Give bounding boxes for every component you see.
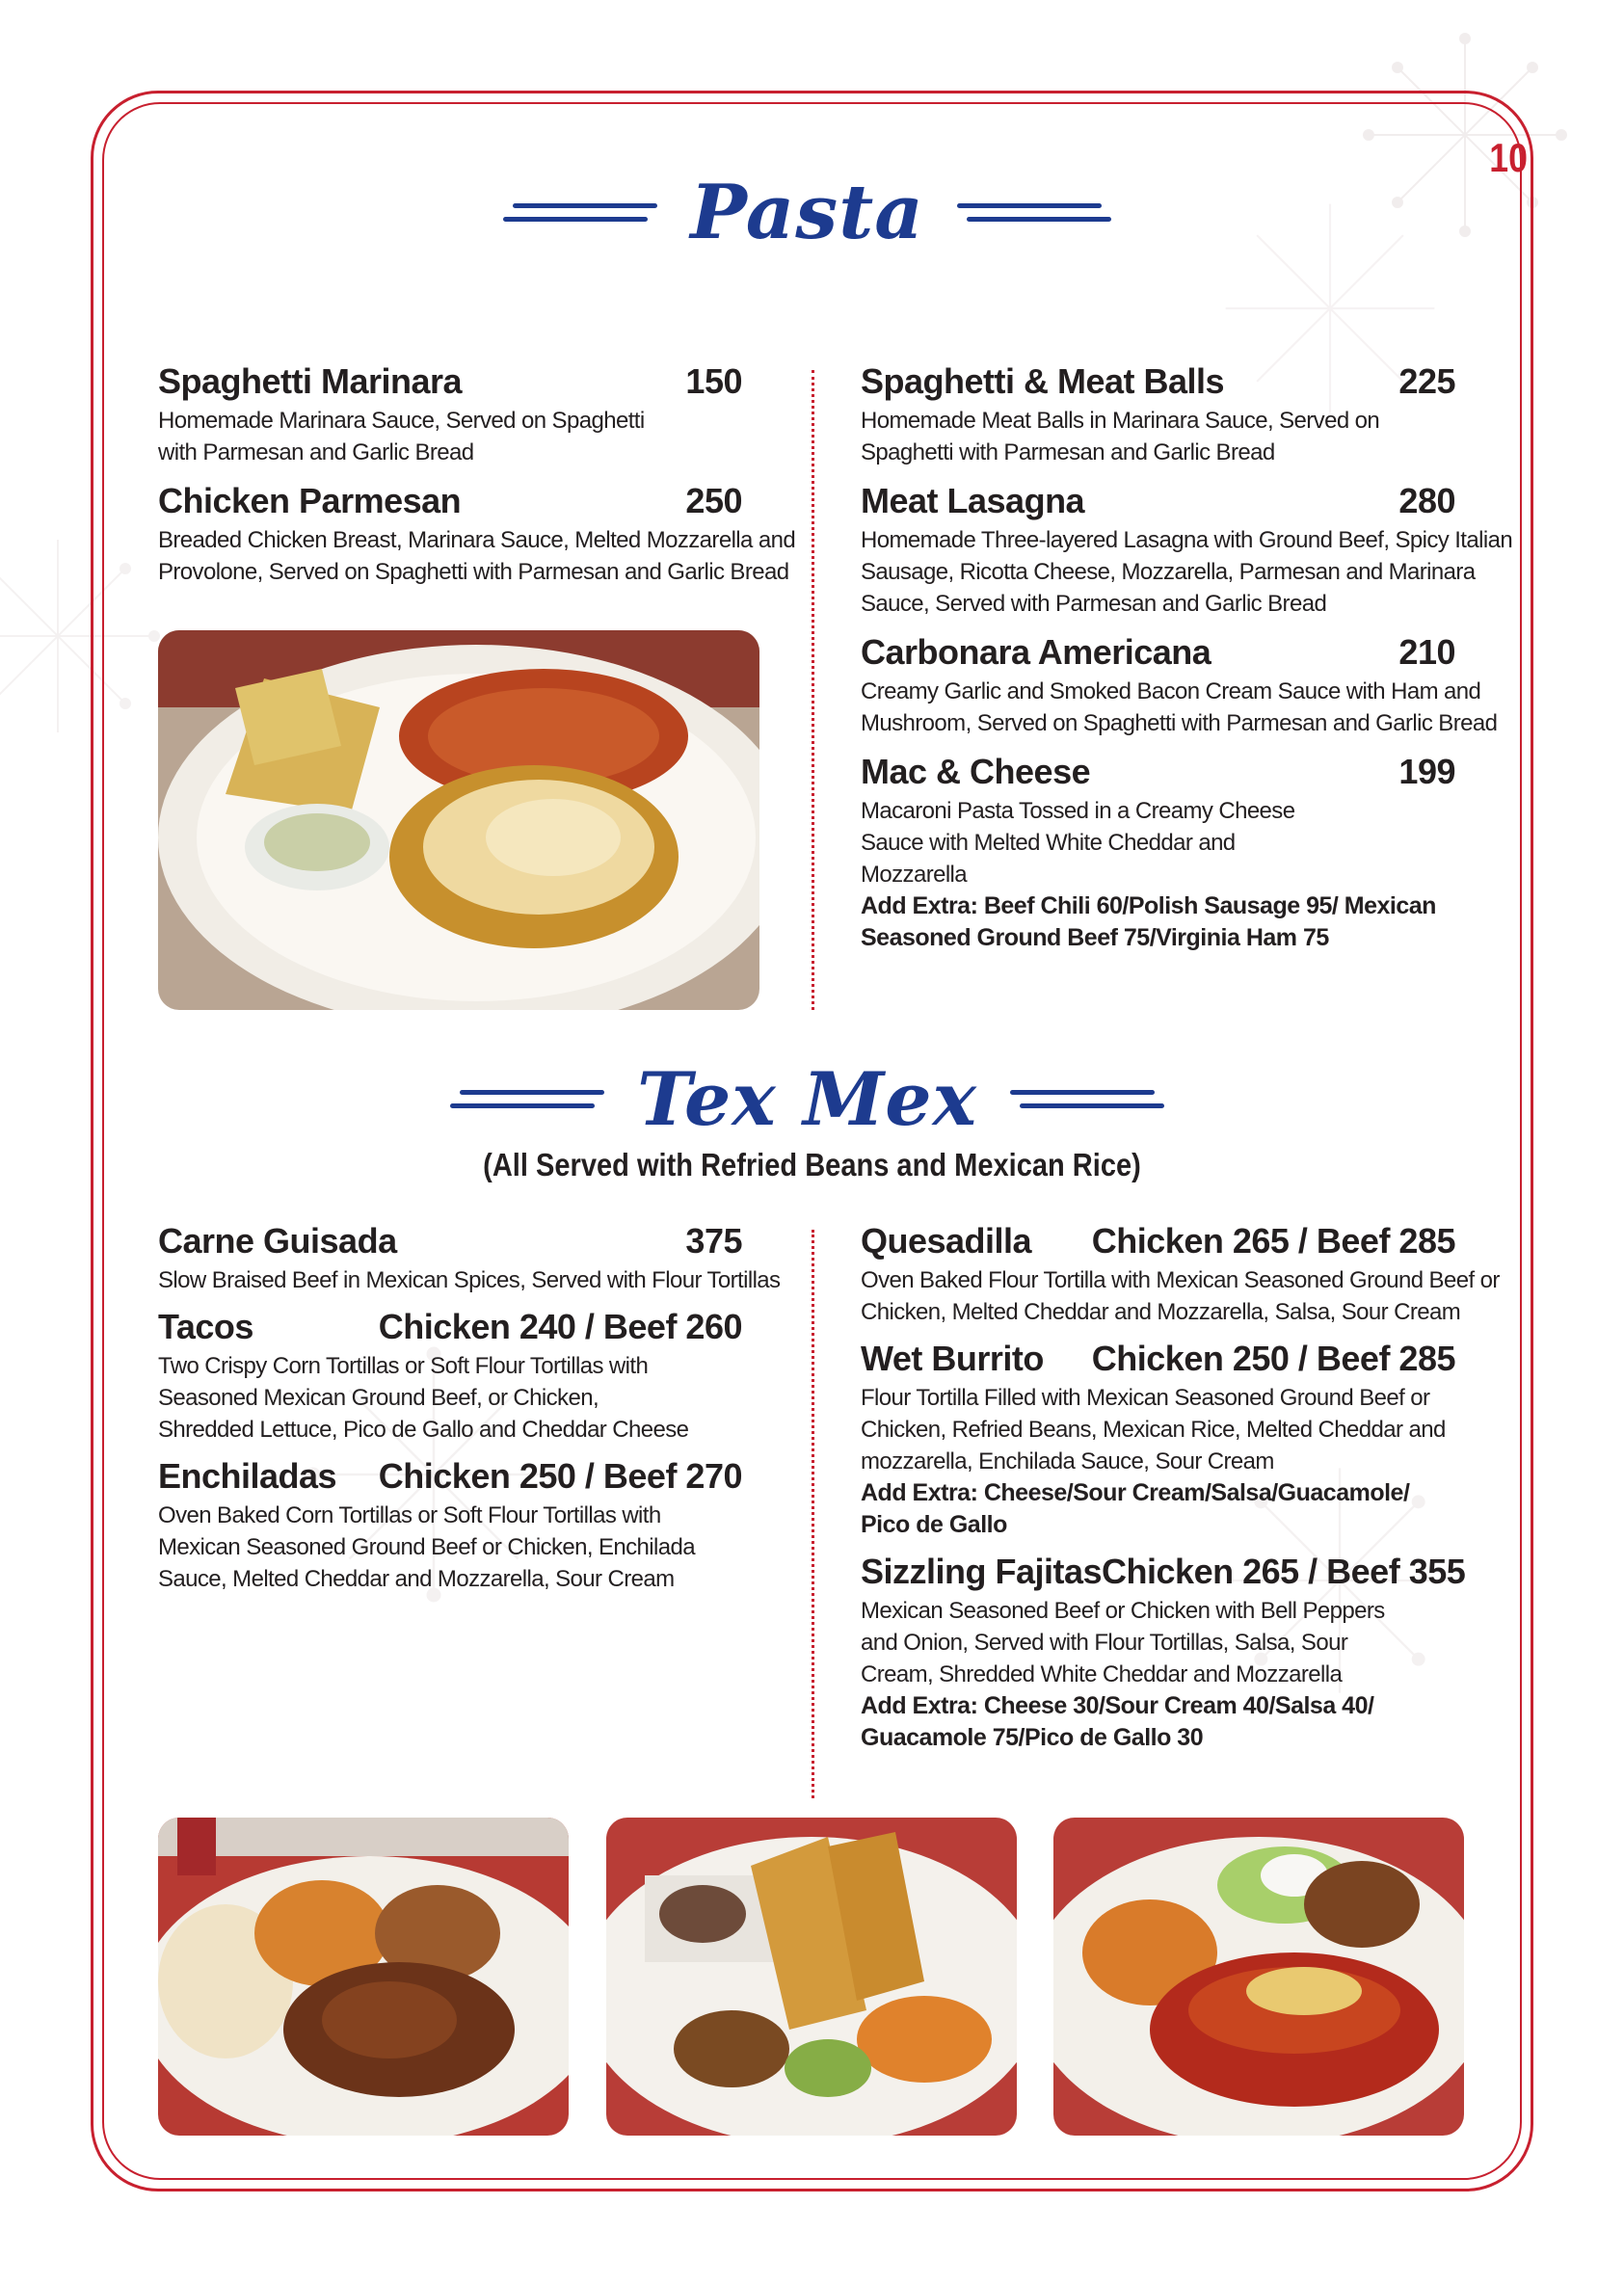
menu-item (158, 1306, 742, 1446)
item-description: Two Crispy Corn Tortillas or Soft Flour Tortillas with Seasoned Mexican Ground Beef, or Chicken, Shredded Lettuce, Pico de Gallo and Cheddar Cheese (158, 1353, 689, 1443)
pasta-left-column (158, 360, 796, 588)
texmex-section-title (0, 1050, 1624, 1147)
menu-item (158, 480, 796, 588)
menu-item (861, 480, 1513, 620)
menu-item (861, 1338, 1455, 1541)
menu-item (158, 360, 742, 468)
item-name: Wet Burrito (861, 1339, 1044, 1378)
item-name: Spaghetti Marinara (158, 361, 463, 401)
menu-item (861, 360, 1455, 468)
title-decoration-lines (1010, 1090, 1164, 1108)
item-description: Homemade Meat Balls in Marinara Sauce, Served on Spaghetti with Parmesan and Garlic Bread (861, 408, 1380, 465)
item-name: Spaghetti & Meat Balls (861, 361, 1225, 401)
tacos-photo (606, 1818, 1017, 2136)
page-number: 10 (1489, 135, 1528, 180)
item-name: Chicken Parmesan (158, 481, 462, 520)
item-name: Mac & Cheese (861, 752, 1091, 791)
pasta-section-title (0, 164, 1624, 260)
item-price: 199 (1398, 752, 1455, 791)
item-price: Chicken 265 / Beef 355 (1102, 1552, 1466, 1591)
item-description: Breaded Chicken Breast, Marinara Sauce, Melted Mozzarella and Provolone, Served on Spaghetti with Parmesan and Garlic Bread (158, 527, 796, 585)
item-price: 210 (1398, 632, 1455, 672)
texmex-left-column (158, 1220, 781, 1595)
menu-item (861, 631, 1498, 739)
item-description: Oven Baked Corn Tortillas or Soft Flour Tortillas with Mexican Seasoned Ground Beef or Chicken, Enchilada Sauce, Melted Cheddar and Mozzarella, Sour Cream (158, 1502, 696, 1592)
menu-item (861, 1220, 1500, 1328)
pasta-title: Pasta (690, 168, 924, 256)
item-description: Macaroni Pasta Tossed in a Creamy Cheese Sauce with Melted White Cheddar and Mozzarella (861, 798, 1295, 888)
item-add-extra: Add Extra: Cheese/Sour Cream/Salsa/Guacamole/ Pico de Gallo (861, 1479, 1410, 1538)
item-price: 375 (685, 1221, 742, 1261)
item-price: 225 (1398, 361, 1455, 401)
item-description: Homemade Three-layered Lasagna with Ground Beef, Spicy Italian Sausage, Ricotta Cheese, Mozzarella, Parmesan and Marinara Sauce, Served with Parmesan and Garlic Bread (861, 527, 1513, 617)
item-description: Oven Baked Flour Tortilla with Mexican Seasoned Ground Beef or Chicken, Melted Cheddar and Mozzarella, Salsa, Sour Cream (861, 1267, 1500, 1325)
title-decoration-lines (957, 203, 1111, 222)
item-add-extra: Add Extra: Beef Chili 60/Polish Sausage 95/ Mexican Seasoned Ground Beef 75/Virginia Ham 75 (861, 892, 1436, 951)
item-name: Tacos (158, 1307, 253, 1346)
item-price: Chicken 265 / Beef 285 (1091, 1221, 1455, 1261)
item-price: Chicken 250 / Beef 270 (378, 1456, 742, 1496)
item-price: Chicken 250 / Beef 285 (1091, 1339, 1455, 1378)
menu-item (861, 1551, 1466, 1754)
title-decoration-lines (513, 203, 657, 222)
column-divider (812, 370, 814, 1010)
item-price: 150 (685, 361, 742, 401)
item-name: Carne Guisada (158, 1221, 397, 1261)
chicken-parmesan-photo (158, 630, 759, 1010)
menu-item (861, 751, 1455, 954)
enchiladas-photo (1053, 1818, 1464, 2136)
item-price: 250 (685, 481, 742, 520)
item-description: Creamy Garlic and Smoked Bacon Cream Sauce with Ham and Mushroom, Served on Spaghetti with Parmesan and Garlic Bread (861, 678, 1498, 736)
item-name: Quesadilla (861, 1221, 1032, 1261)
title-decoration-lines (460, 1090, 604, 1108)
item-name: Sizzling Fajitas (861, 1552, 1103, 1591)
item-name: Meat Lasagna (861, 481, 1085, 520)
texmex-right-column (861, 1220, 1500, 1754)
item-description: Homemade Marinara Sauce, Served on Spaghetti with Parmesan and Garlic Bread (158, 408, 645, 465)
pasta-right-column (861, 360, 1513, 954)
item-description: Flour Tortilla Filled with Mexican Seasoned Ground Beef or Chicken, Refried Beans, Mexican Rice, Melted Cheddar and mozzarella, Enchilada Sauce, Sour Cream (861, 1385, 1446, 1474)
menu-item (158, 1220, 781, 1296)
column-divider (812, 1230, 814, 1798)
item-description: Mexican Seasoned Beef or Chicken with Bell Peppers and Onion, Served with Flour Tortillas, Salsa, Sour Cream, Shredded White Cheddar and Mozzarella (861, 1598, 1385, 1687)
item-name: Carbonara Americana (861, 632, 1211, 672)
item-name: Enchiladas (158, 1456, 337, 1496)
item-price: 280 (1398, 481, 1455, 520)
texmex-subtitle: (All Served with Refried Beans and Mexican Rice) (483, 1147, 1141, 1182)
item-price: Chicken 240 / Beef 260 (378, 1307, 742, 1346)
menu-item (158, 1455, 742, 1595)
item-add-extra: Add Extra: Cheese 30/Sour Cream 40/Salsa 40/ Guacamole 75/Pico de Gallo 30 (861, 1692, 1374, 1751)
carne-guisada-photo (158, 1818, 569, 2136)
texmex-title: Tex Mex (637, 1055, 977, 1142)
item-description: Slow Braised Beef in Mexican Spices, Served with Flour Tortillas (158, 1267, 781, 1293)
